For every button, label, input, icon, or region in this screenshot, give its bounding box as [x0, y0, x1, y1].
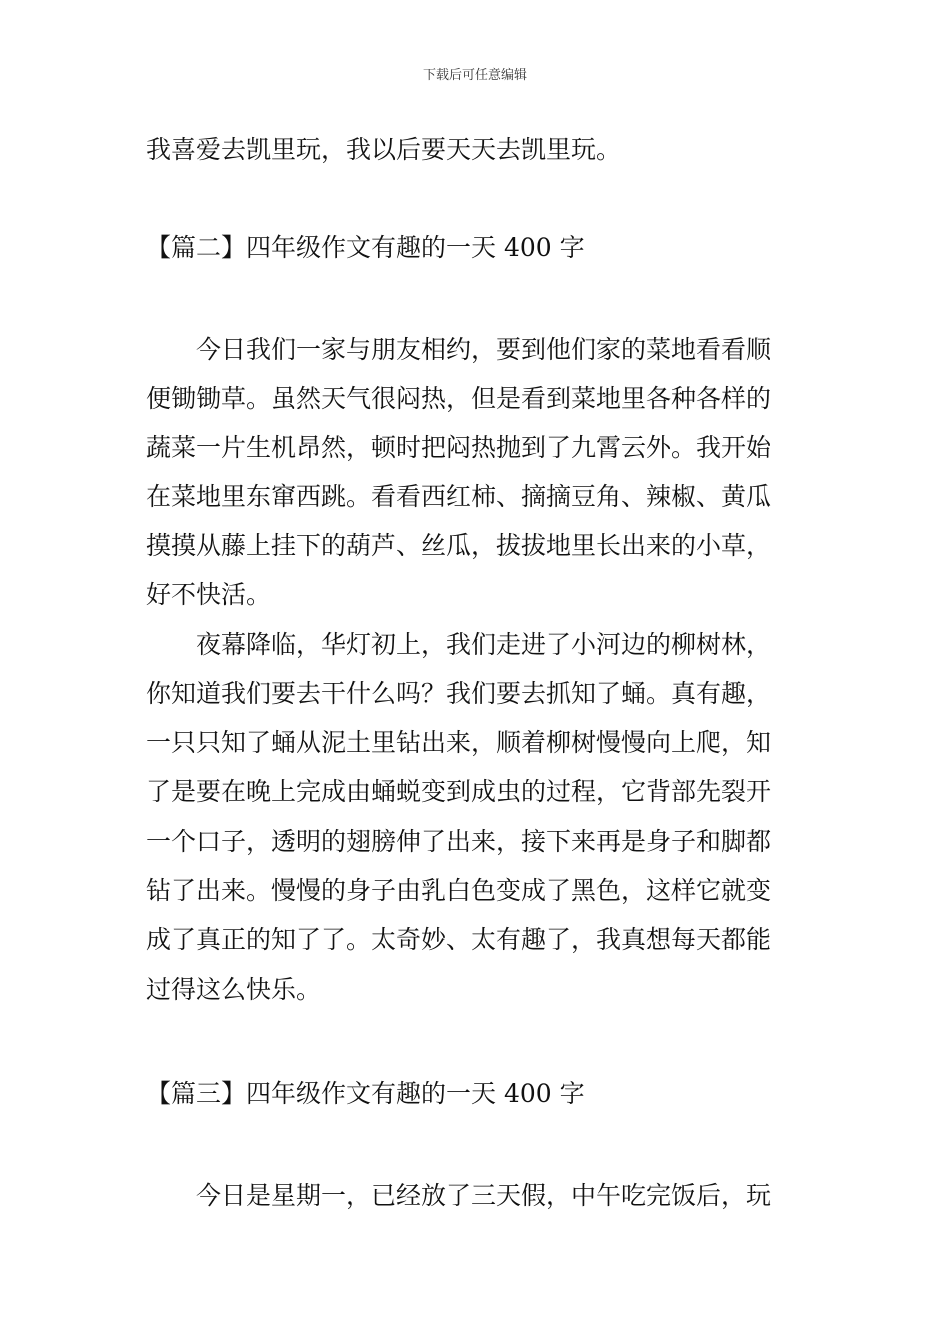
paragraph-line: 一只只知了蛹从泥土里钻出来，顺着柳树慢慢向上爬，知: [146, 728, 772, 757]
paragraph-line: 你知道我们要去干什么吗？我们要去抓知了蛹。真有趣，: [146, 679, 772, 708]
paragraph-line: 钻了出来。慢慢的身子由乳白色变成了黑色，这样它就变: [146, 876, 772, 905]
paragraph-line: 过得这么快乐。: [146, 975, 322, 1004]
section-heading: 【篇三】四年级作文有趣的一天 400 字: [146, 1079, 585, 1108]
paragraph-line: 在菜地里东窜西跳。看看西红柿、摘摘豆角、辣椒、黄瓜: [146, 482, 772, 511]
paragraph-line: 了是要在晚上完成由蛹蜕变到成虫的过程，它背部先裂开: [146, 777, 772, 806]
paragraph-line: 摸摸从藤上挂下的葫芦、丝瓜，拔拔地里长出来的小草，: [146, 531, 772, 560]
paragraph-line: 便锄锄草。虽然天气很闷热，但是看到菜地里各种各样的: [146, 384, 772, 413]
paragraph-line: 今日我们一家与朋友相约，要到他们家的菜地看看顺: [196, 335, 772, 364]
paragraph-line: 我喜爱去凯里玩，我以后要天天去凯里玩。: [146, 135, 622, 164]
paragraph-line: 蔬菜一片生机昂然，顿时把闷热抛到了九霄云外。我开始: [146, 433, 772, 462]
paragraph-line: 成了真正的知了了。太奇妙、太有趣了，我真想每天都能: [146, 925, 772, 954]
section-heading: 【篇二】四年级作文有趣的一天 400 字: [146, 233, 585, 262]
paragraph-line: 一个口子，透明的翅膀伸了出来，接下来再是身子和脚都: [146, 827, 772, 856]
header-note: 下载后可任意编辑: [422, 68, 527, 83]
paragraph-line: 夜幕降临，华灯初上，我们走进了小河边的柳树林，: [196, 630, 772, 659]
paragraph-line: 好不快活。: [146, 580, 272, 609]
paragraph-line: 今日是星期一，已经放了三天假，中午吃完饭后，玩: [196, 1181, 772, 1210]
